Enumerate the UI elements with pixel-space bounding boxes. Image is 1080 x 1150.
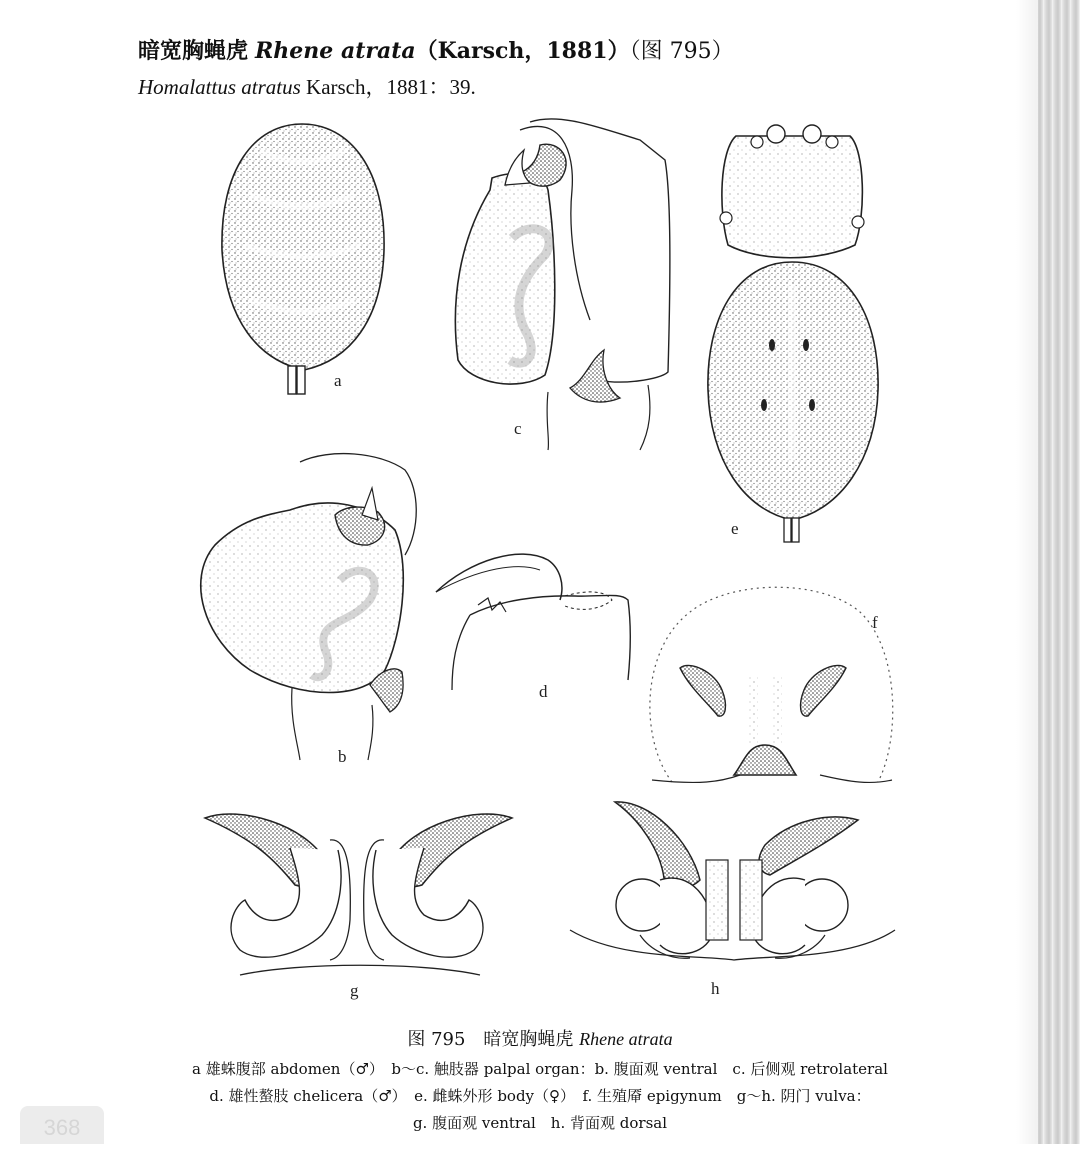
scientific-name: Rhene atrata bbox=[255, 38, 416, 64]
caption-line-2: d. 雄性螯肢 chelicera（♂） e. 雌蛛外形 body（♀） f. 生殖厣 epigynum g～h. 阴门 vulva： bbox=[209, 1087, 871, 1105]
figure-caption-title bbox=[0, 1025, 1080, 1051]
caption-prefix: 图 795 暗宽胸蝇虎 bbox=[407, 1029, 580, 1050]
book-spine-edge bbox=[1016, 0, 1080, 1144]
panel-d-chelicera bbox=[436, 554, 630, 701]
panel-label-f: f bbox=[872, 613, 878, 632]
panel-f-epigynum bbox=[650, 587, 893, 782]
figure-reference: （图 795） bbox=[629, 39, 734, 64]
caption-line-3: g. 腹面观 ventral h. 背面观 dorsal bbox=[412, 1114, 668, 1132]
panel-label-g: g bbox=[350, 981, 359, 1000]
panel-label-c: c bbox=[514, 419, 522, 438]
panel-label-a: a bbox=[334, 371, 342, 390]
synonym-citation: Karsch，1881：39. bbox=[306, 75, 476, 99]
panel-c-palp-retrolateral bbox=[455, 119, 670, 450]
page-number: 368 bbox=[20, 1106, 104, 1144]
caption-line-1: a 雄蛛腹部 abdomen（♂） b～c. 触肢器 palpal organ：b. 腹面观 ventral c. 后侧观 retrolateral bbox=[192, 1060, 888, 1078]
panel-b-palp-ventral bbox=[201, 454, 417, 766]
panel-g-vulva-ventral bbox=[205, 814, 512, 1000]
chinese-name: 暗宽胸蝇虎 bbox=[138, 38, 249, 64]
caption-scientific-name: Rhene atrata bbox=[579, 1029, 673, 1049]
panel-label-e: e bbox=[731, 519, 739, 538]
panel-label-b: b bbox=[338, 747, 347, 766]
panel-label-h: h bbox=[711, 979, 720, 998]
panel-e-female-body bbox=[708, 125, 878, 542]
panel-h-vulva-dorsal bbox=[570, 802, 895, 998]
panel-label-d: d bbox=[539, 682, 548, 701]
author-year: （Karsch，1881） bbox=[415, 38, 630, 64]
panel-a-abdomen bbox=[222, 124, 384, 394]
synonym-name: Homalattus atratus bbox=[138, 75, 301, 99]
